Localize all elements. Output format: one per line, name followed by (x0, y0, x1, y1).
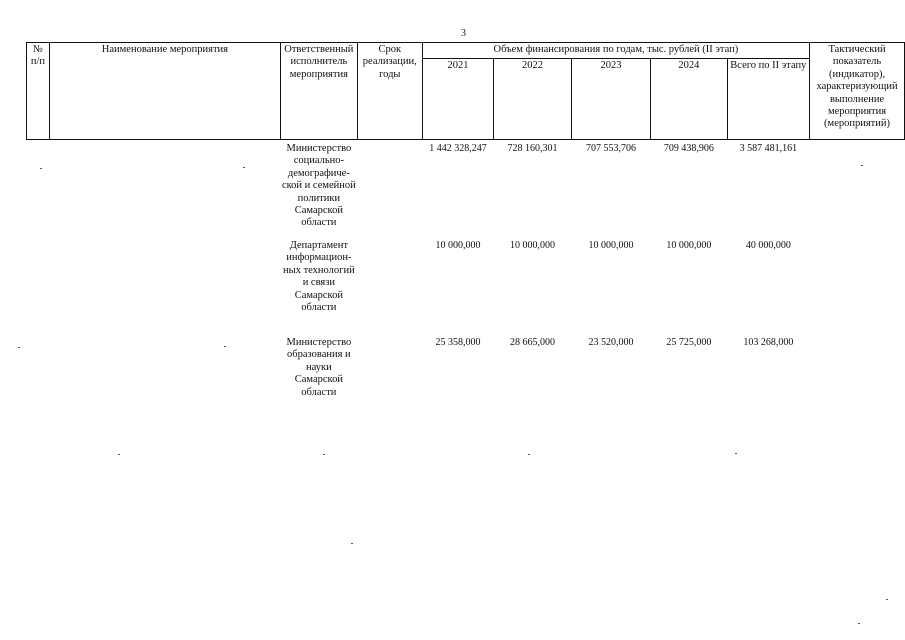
scan-speck (323, 454, 325, 455)
header-total: Всего по II этапу (727, 59, 809, 140)
event-name-cell (49, 239, 280, 336)
scan-speck (528, 454, 530, 455)
executor-cell: Министерство образования и науки Самарской области (286, 337, 352, 398)
value-cell: 728 160,301 (507, 143, 558, 154)
executor-cell: Департамент информацион-ных технологий и связи Самарской области (283, 240, 355, 314)
header-num: № п/п (27, 43, 50, 140)
value-cell: 10 000,000 (435, 240, 481, 251)
event-name-cell (49, 336, 280, 407)
table-row (27, 140, 905, 240)
table-row (27, 336, 905, 407)
header-year: 2022 (494, 59, 571, 140)
executor-cell: Министерство социально-демографиче-ской и семейной политики Самарской области (281, 143, 356, 229)
event-name-cell (49, 140, 280, 240)
indicator-cell (810, 140, 905, 240)
funding-table (26, 42, 905, 407)
value-cell: 23 520,000 (588, 337, 634, 348)
value-cell: 25 725,000 (666, 337, 712, 348)
scan-speck (858, 623, 860, 624)
scan-speck (224, 346, 226, 347)
header-year: 2021 (422, 59, 494, 140)
header-funding-group: Объем финансирования по годам, тыс. рублей (II этап) (422, 43, 809, 59)
value-cell: 28 665,000 (510, 337, 555, 348)
value-cell: 1 442 328,247 (429, 143, 487, 154)
indicator-cell (810, 336, 905, 407)
header-executor: Ответственный исполнитель мероприятия (280, 43, 357, 140)
period-cell (357, 239, 422, 336)
num-cell (27, 140, 50, 240)
scan-speck (735, 453, 737, 454)
table-row (27, 239, 905, 336)
total-cell: 103 268,000 (743, 337, 794, 348)
total-cell: 3 587 481,161 (739, 143, 798, 154)
scan-speck (118, 454, 120, 455)
total-cell: 40 000,000 (745, 240, 791, 251)
header-year: 2023 (571, 59, 650, 140)
period-cell (357, 140, 422, 240)
header-event-name: Наименование мероприятия (49, 43, 280, 140)
scan-speck (40, 168, 42, 169)
value-cell: 10 000,000 (666, 240, 712, 251)
num-cell (27, 336, 50, 407)
value-cell: 10 000,000 (510, 240, 555, 251)
scan-speck (18, 347, 20, 348)
num-cell (27, 239, 50, 336)
scan-speck (351, 543, 353, 544)
value-cell: 709 438,906 (663, 143, 714, 154)
page-number: 3 (461, 28, 466, 39)
indicator-cell (810, 239, 905, 336)
scan-speck (861, 165, 863, 166)
header-indicator: Тактический показатель (индикатор), характеризующий выполнение мероприятия (мероприятий) (810, 43, 905, 140)
period-cell (357, 336, 422, 407)
value-cell: 707 553,706 (585, 143, 636, 154)
scan-speck (243, 167, 245, 168)
scan-speck (886, 599, 888, 600)
header-year: 2024 (651, 59, 727, 140)
header-period: Срок реализации, годы (357, 43, 422, 140)
value-cell: 10 000,000 (588, 240, 634, 251)
value-cell: 25 358,000 (435, 337, 481, 348)
